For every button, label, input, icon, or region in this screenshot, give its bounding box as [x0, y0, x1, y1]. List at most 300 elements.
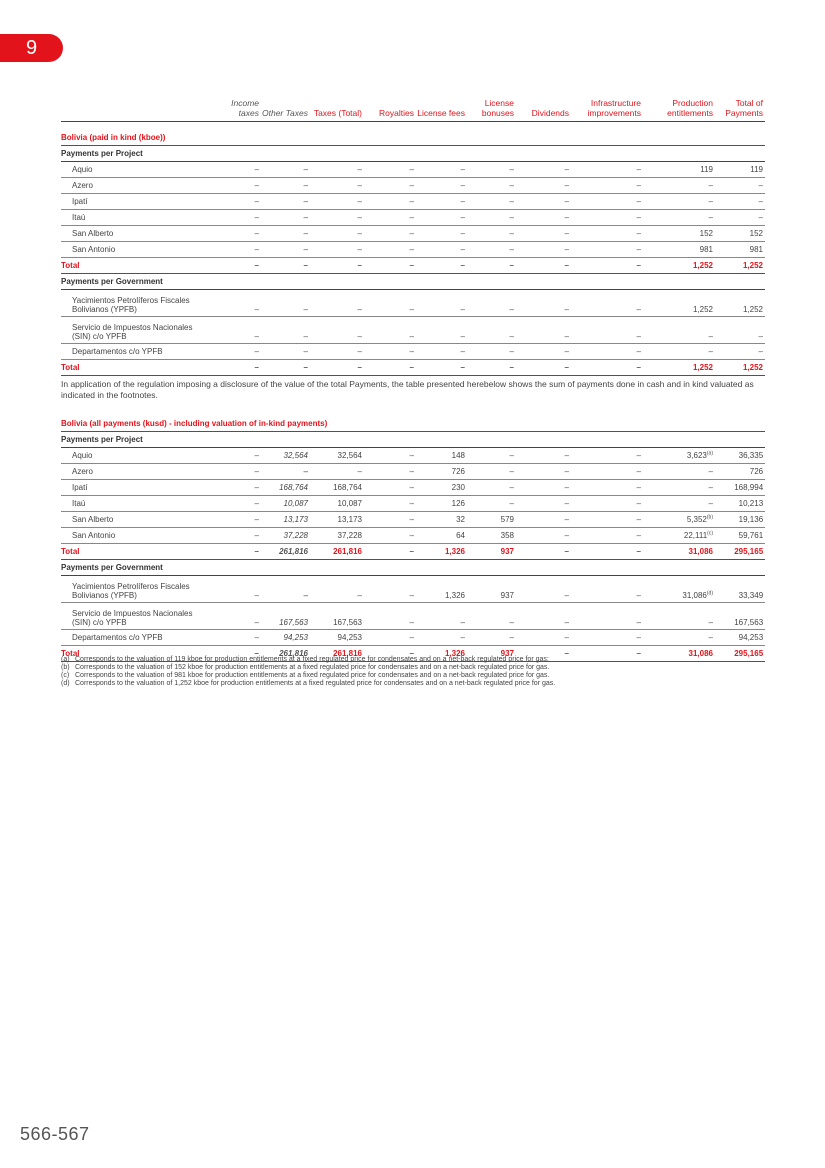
- cell-text: 13,173: [283, 515, 308, 524]
- cell-text: –: [636, 181, 641, 190]
- cell-value: [209, 210, 261, 226]
- cell-text: –: [636, 213, 641, 222]
- row-label: Departamentos c/o YPFB: [61, 344, 209, 360]
- cell-value: [467, 603, 516, 630]
- table-kind: [61, 98, 765, 376]
- spacer: [61, 122, 765, 131]
- cell-text: –: [636, 591, 641, 600]
- cell-value: [209, 630, 261, 646]
- table-row: [61, 480, 765, 496]
- cell-value: [516, 480, 571, 496]
- cell-value: [416, 496, 467, 512]
- cell-text: –: [409, 499, 414, 508]
- cell-text: –: [636, 515, 641, 524]
- cell-value: [715, 258, 765, 274]
- cell-value: [416, 344, 467, 360]
- cell-value: [261, 528, 310, 544]
- cell-value: [571, 512, 643, 528]
- cell-text: –: [357, 213, 362, 222]
- cell-value: [516, 242, 571, 258]
- cell-text: –: [409, 197, 414, 206]
- cell-text: –: [636, 451, 641, 460]
- cell-value: [516, 226, 571, 242]
- cell-text: 168,764: [333, 483, 362, 492]
- cell-value: [364, 448, 416, 464]
- cell-value: [516, 360, 571, 376]
- cell-text: 19,136: [738, 515, 764, 524]
- cell-text: –: [409, 245, 414, 254]
- cell-value: [261, 576, 310, 603]
- cell-text: 937: [500, 591, 514, 600]
- total-row: [61, 360, 765, 376]
- cell-value: [364, 360, 416, 376]
- cell-value: [715, 162, 765, 178]
- cell-value: [643, 528, 715, 544]
- cell-value: [467, 360, 516, 376]
- cell-value: [261, 464, 310, 480]
- cell-value: [715, 226, 765, 242]
- cell-value: [571, 630, 643, 646]
- cell-text: –: [254, 467, 259, 476]
- cell-text: –: [708, 213, 713, 222]
- cell-text: 64: [456, 531, 465, 540]
- cell-text: –: [254, 499, 259, 508]
- cell-value: [571, 290, 643, 317]
- cell-value: [643, 360, 715, 376]
- cell-text: 126: [451, 499, 465, 508]
- cell-value: [516, 512, 571, 528]
- cell-text: –: [254, 483, 259, 492]
- cell-text: 119: [750, 165, 763, 174]
- cell-text: 1,326: [444, 547, 465, 556]
- column-header: Taxes (Total): [313, 108, 362, 118]
- table-row: [61, 290, 765, 317]
- column-header: Total of Payments: [725, 98, 763, 118]
- cell-text: 10,087: [283, 499, 308, 508]
- cell-text: –: [303, 181, 308, 190]
- table-subheader: [61, 274, 765, 290]
- cell-text: –: [254, 213, 259, 222]
- cell-text: –: [409, 591, 414, 600]
- cell-text: –: [303, 197, 308, 206]
- footnote-ref: (b): [706, 514, 713, 521]
- cell-value: [416, 210, 467, 226]
- cell-value: [209, 528, 261, 544]
- cell-text: –: [357, 347, 362, 356]
- cell-text: –: [509, 499, 514, 508]
- cell-value: [467, 576, 516, 603]
- cell-text: –: [708, 499, 713, 508]
- cell-value: [364, 226, 416, 242]
- row-label: Aquio: [61, 448, 209, 464]
- cell-value: [261, 630, 310, 646]
- cell-value: [643, 512, 715, 528]
- cell-text: –: [564, 347, 569, 356]
- cell-text: 1,252: [692, 305, 713, 314]
- cell-value: [261, 448, 310, 464]
- cell-text: –: [708, 483, 713, 492]
- table-row: [61, 603, 765, 630]
- cell-text: –: [564, 451, 569, 460]
- cell-value: [516, 178, 571, 194]
- cell-text: –: [564, 499, 569, 508]
- cell-value: [571, 448, 643, 464]
- cell-value: [715, 242, 765, 258]
- cell-value: [261, 210, 310, 226]
- cell-text: –: [460, 332, 465, 341]
- cell-text: –: [509, 363, 514, 372]
- cell-text: –: [409, 305, 414, 314]
- subheader-label: Payments per Project: [61, 432, 765, 448]
- cell-text: –: [357, 245, 362, 254]
- cell-value: [467, 448, 516, 464]
- cell-value: [643, 603, 715, 630]
- table-row: [61, 317, 765, 344]
- cell-text: –: [564, 181, 569, 190]
- cell-text: –: [509, 181, 514, 190]
- cell-text: –: [564, 261, 569, 270]
- cell-text: 1,252: [742, 363, 763, 372]
- cell-value: [643, 194, 715, 210]
- cell-value: [516, 344, 571, 360]
- cell-value: [715, 360, 765, 376]
- cell-value: [416, 178, 467, 194]
- cell-value: [209, 258, 261, 274]
- cell-text: –: [303, 363, 308, 372]
- cell-value: [516, 210, 571, 226]
- row-label: Total: [61, 258, 209, 274]
- cell-value: [310, 344, 364, 360]
- cell-text: –: [409, 229, 414, 238]
- table-row: [61, 344, 765, 360]
- cell-value: [416, 448, 467, 464]
- table-row: [61, 512, 765, 528]
- cell-value: [715, 464, 765, 480]
- footnote: [61, 680, 765, 688]
- cell-text: 31,086: [688, 649, 713, 658]
- cell-value: [643, 226, 715, 242]
- row-label: Yacimientos Petrolíferos Fiscales Bolivianos (YPFB): [61, 576, 209, 603]
- cell-text: –: [708, 618, 713, 627]
- cell-value: [467, 464, 516, 480]
- column-header: Royalties: [379, 108, 414, 118]
- cell-value: [261, 544, 310, 560]
- row-label: Itaú: [61, 210, 209, 226]
- cell-value: [571, 360, 643, 376]
- cell-text: –: [254, 363, 259, 372]
- cell-value: [364, 258, 416, 274]
- cell-text: 10,213: [738, 499, 764, 508]
- table-section-title: [61, 130, 765, 146]
- cell-text: 261,816: [333, 547, 362, 556]
- cell-text: –: [564, 483, 569, 492]
- cell-value: [209, 226, 261, 242]
- cell-value: [209, 496, 261, 512]
- cell-value: [310, 162, 364, 178]
- cell-value: [571, 480, 643, 496]
- cell-text: –: [564, 618, 569, 627]
- row-label: Total: [61, 544, 209, 560]
- cell-text: 152: [749, 229, 763, 238]
- cell-text: –: [636, 499, 641, 508]
- table-subheader: [61, 560, 765, 576]
- cell-text: –: [357, 332, 362, 341]
- cell-value: [416, 464, 467, 480]
- cell-text: –: [254, 197, 259, 206]
- cell-value: [643, 496, 715, 512]
- subheader-label: Payments per Government: [61, 560, 765, 576]
- cell-text: –: [708, 181, 713, 190]
- cell-text: 37,228: [337, 531, 362, 540]
- cell-value: [571, 258, 643, 274]
- table-row: [61, 464, 765, 480]
- cell-value: [516, 194, 571, 210]
- cell-text: –: [564, 332, 569, 341]
- row-label: Departamentos c/o YPFB: [61, 630, 209, 646]
- cell-value: [467, 496, 516, 512]
- cell-value: [516, 448, 571, 464]
- footnote-text: Corresponds to the valuation of 119 kboe for production entitlements at a fixed regulated price for condensates and on a net-back regulated price for gas;: [75, 656, 549, 663]
- cell-value: [643, 210, 715, 226]
- cell-value: [310, 603, 364, 630]
- cell-value: [416, 512, 467, 528]
- cell-text: 295,165: [734, 649, 764, 658]
- cell-text: 937: [500, 547, 514, 556]
- cell-text: –: [708, 467, 713, 476]
- cell-text: –: [303, 261, 308, 270]
- cell-text: –: [758, 347, 763, 356]
- cell-value: [643, 630, 715, 646]
- cell-text: –: [460, 197, 465, 206]
- cell-value: [261, 194, 310, 210]
- cell-value: [310, 496, 364, 512]
- cell-text: –: [303, 165, 308, 174]
- cell-text: –: [254, 165, 259, 174]
- cell-value: [416, 242, 467, 258]
- cell-value: [364, 194, 416, 210]
- cell-text: –: [254, 649, 259, 658]
- cell-text: –: [460, 633, 465, 642]
- cell-value: [310, 448, 364, 464]
- cell-value: [571, 464, 643, 480]
- cell-text: –: [409, 451, 414, 460]
- cell-value: [310, 194, 364, 210]
- cell-text: –: [409, 547, 414, 556]
- cell-text: –: [409, 618, 414, 627]
- cell-value: [571, 344, 643, 360]
- table-row: [61, 630, 765, 646]
- cell-text: 579: [500, 515, 514, 524]
- cell-text: –: [636, 467, 641, 476]
- cell-text: –: [303, 467, 308, 476]
- cell-value: [416, 603, 467, 630]
- cell-text: –: [460, 261, 465, 270]
- cell-text: –: [509, 633, 514, 642]
- cell-value: [416, 258, 467, 274]
- cell-text: 36,335: [738, 451, 764, 460]
- cell-value: [643, 464, 715, 480]
- cell-value: [310, 544, 364, 560]
- cell-value: [516, 603, 571, 630]
- cell-value: [364, 162, 416, 178]
- cell-value: [261, 512, 310, 528]
- row-label: Yacimientos Petrolíferos Fiscales Bolivianos (YPFB): [61, 290, 209, 317]
- cell-value: [516, 290, 571, 317]
- cell-text: 37,228: [283, 531, 308, 540]
- cell-value: [310, 528, 364, 544]
- footnote-ref: (a): [706, 450, 713, 457]
- cell-text: 167,563: [333, 618, 362, 627]
- cell-value: [261, 317, 310, 344]
- cell-text: –: [460, 363, 465, 372]
- cell-value: [516, 544, 571, 560]
- table-row: [61, 178, 765, 194]
- subheader-label: Payments per Government: [61, 274, 765, 290]
- cell-value: [467, 480, 516, 496]
- cell-text: –: [636, 245, 641, 254]
- cell-text: –: [409, 633, 414, 642]
- cell-text: –: [254, 531, 259, 540]
- cell-text: –: [409, 332, 414, 341]
- cell-value: [643, 162, 715, 178]
- column-header: Other Taxes: [262, 108, 308, 118]
- cell-text: –: [509, 332, 514, 341]
- cell-text: 261,816: [333, 649, 362, 658]
- cell-value: [261, 258, 310, 274]
- cell-text: –: [636, 547, 641, 556]
- row-label: Servicio de Impuestos Nacionales (SIN) c/o YPFB: [61, 603, 209, 630]
- cell-value: [209, 576, 261, 603]
- cell-value: [364, 480, 416, 496]
- cell-value: [715, 528, 765, 544]
- cell-text: –: [509, 261, 514, 270]
- cell-text: 10,087: [337, 499, 362, 508]
- cell-text: –: [564, 649, 569, 658]
- cell-text: –: [303, 229, 308, 238]
- cell-text: 31,086: [682, 591, 707, 600]
- cell-text: –: [564, 515, 569, 524]
- cell-text: –: [254, 515, 259, 524]
- cell-text: –: [357, 165, 362, 174]
- row-label: Aquio: [61, 162, 209, 178]
- cell-value: [643, 480, 715, 496]
- table-row: [61, 496, 765, 512]
- cell-value: [715, 194, 765, 210]
- cell-value: [416, 576, 467, 603]
- cell-text: –: [460, 181, 465, 190]
- cell-value: [416, 544, 467, 560]
- row-label: Itaú: [61, 496, 209, 512]
- cell-text: 726: [749, 467, 764, 476]
- cell-text: 152: [699, 229, 713, 238]
- cell-value: [261, 360, 310, 376]
- cell-value: [209, 603, 261, 630]
- cell-value: [571, 496, 643, 512]
- cell-value: [416, 162, 467, 178]
- column-header: Dividends: [531, 108, 569, 118]
- cell-text: 261,816: [279, 547, 308, 556]
- table-row: [61, 194, 765, 210]
- cell-value: [643, 258, 715, 274]
- cell-text: –: [564, 305, 569, 314]
- payments-table-all: [61, 416, 765, 662]
- cell-value: [416, 290, 467, 317]
- cell-value: [571, 576, 643, 603]
- cell-text: –: [758, 332, 763, 341]
- cell-text: –: [636, 347, 641, 356]
- cell-text: –: [564, 213, 569, 222]
- payments-table-in-kind: [61, 98, 765, 376]
- cell-value: [643, 317, 715, 344]
- cell-text: 1,252: [692, 261, 713, 270]
- cell-text: 167,563: [279, 618, 308, 627]
- cell-text: –: [409, 649, 414, 658]
- cell-value: [467, 630, 516, 646]
- cell-value: [516, 496, 571, 512]
- footnote: [61, 656, 765, 664]
- cell-text: 1,326: [444, 591, 465, 600]
- column-header: License bonuses: [481, 98, 514, 118]
- cell-value: [643, 448, 715, 464]
- cell-text: 32,564: [337, 451, 362, 460]
- cell-text: –: [758, 197, 763, 206]
- cell-value: [310, 464, 364, 480]
- cell-value: [467, 512, 516, 528]
- footnote-ref: (d): [706, 590, 713, 597]
- cell-text: –: [254, 547, 259, 556]
- cell-text: –: [460, 618, 465, 627]
- cell-text: –: [564, 531, 569, 540]
- cell-value: [571, 242, 643, 258]
- cell-text: –: [409, 181, 414, 190]
- cell-value: [643, 544, 715, 560]
- column-header: Income taxes: [231, 98, 259, 118]
- cell-value: [310, 258, 364, 274]
- cell-text: –: [636, 649, 641, 658]
- cell-text: –: [460, 213, 465, 222]
- cell-text: –: [254, 633, 259, 642]
- table-subheader: [61, 146, 765, 162]
- cell-value: [467, 544, 516, 560]
- cell-value: [310, 226, 364, 242]
- cell-value: [209, 290, 261, 317]
- cell-value: [310, 630, 364, 646]
- cell-text: 148: [451, 451, 465, 460]
- cell-value: [261, 226, 310, 242]
- cell-value: [209, 344, 261, 360]
- cell-value: [364, 178, 416, 194]
- footnote-text: Corresponds to the valuation of 152 kboe for production entitlements at a fixed regulated price for condensates and on a net-back regulated price for gas.: [75, 664, 550, 671]
- cell-value: [467, 194, 516, 210]
- cell-text: –: [636, 261, 641, 270]
- cell-text: 1,252: [742, 305, 763, 314]
- cell-text: –: [409, 363, 414, 372]
- cell-value: [364, 512, 416, 528]
- footnote-key: (d): [61, 680, 70, 687]
- cell-value: [209, 464, 261, 480]
- cell-text: –: [303, 347, 308, 356]
- cell-text: –: [303, 245, 308, 254]
- cell-text: 937: [500, 649, 514, 658]
- cell-value: [643, 344, 715, 360]
- cell-value: [209, 317, 261, 344]
- cell-value: [416, 480, 467, 496]
- cell-text: –: [357, 591, 362, 600]
- cell-text: –: [509, 165, 514, 174]
- footnote-ref: (c): [707, 530, 713, 537]
- cell-text: –: [636, 229, 641, 238]
- cell-value: [364, 496, 416, 512]
